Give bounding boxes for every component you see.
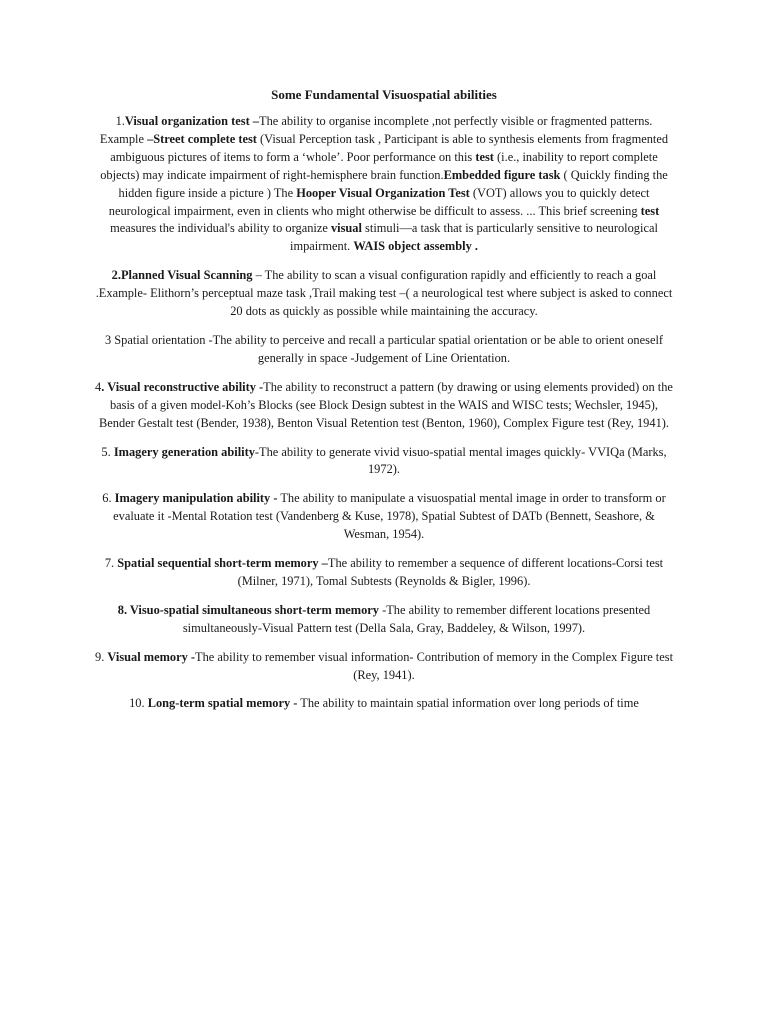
text-run: 10. [129,696,148,711]
text-run: ( Quickly finding the hidden figure inside a picture ) The [118,167,668,200]
text-run: – The ability to scan a visual configuration rapidly and efficiently to reach a goal .Example- Elithorn’s perceptual maze task ,Trail making test –( a neurological test where subject is asked to connect 20 dots as quickly as possible while maintaining the accuracy. [95,268,673,319]
paragraph-spatial-sequential-memory [95,555,673,591]
text-run: 3 Spatial orientation -The ability to perceive and recall a particular spatial orientation or be able to orient oneself generally in space -Judgement of Line Orientation. [104,332,664,365]
text-run: The ability to reconstruct a pattern (by drawing or using elements provided) on the basis of a given model-Koh’s Blocks (see Block Design subtest in the WAIS and WISC tests; Wechsler, 1945), Bender Gestalt test (Bender, 1938), Benton Visual Retention test (Benton, 1960), Complex Figure test (Rey, 1941). [98,379,673,430]
text-run: 9. [95,649,108,664]
bold-text-run: Hooper Visual Organization Test [296,185,470,200]
paragraph-long-term-spatial-memory [95,695,673,713]
paragraph-visual-organization [95,113,673,256]
paragraph-imagery-manipulation [95,490,673,544]
bold-text-run: test [640,203,660,218]
text-run: measures the individual's ability to organize [110,221,331,236]
bold-text-run: visual [330,221,362,236]
text-run: The ability to remember a sequence of different locations-Corsi test (Milner, 1971), Tomal Subtests (Reynolds & Bigler, 1996). [237,556,664,588]
text-run: stimuli—a task that is particularly sensitive to neurological impairment. [290,221,658,254]
bold-text-run: Visual memory - [107,649,196,664]
document-page [95,86,673,724]
text-run: 7. [104,556,118,571]
bold-text-run: 8. Visuo-spatial simultaneous short-term memory [117,602,379,617]
paragraph-spatial-orientation [95,332,673,368]
text-run: 6. [102,491,115,506]
text-run: 4 [95,379,102,394]
text-run: The ability to remember visual information- Contribution of memory in the Complex Figure test (Rey, 1941). [195,649,674,682]
paragraph-visual-memory [95,649,673,685]
paragraph-planned-visual-scanning [95,267,673,321]
text-run: 5. [101,444,114,459]
text-run: (VOT) allows you to quickly detect neurological impairment, even in clients who might otherwise be difficult to assess. ... This brief screening [108,185,650,218]
text-run: -The ability to remember different locations presented simultaneously-Visual Pattern test (Della Sala, Gray, Baddeley, & Wilson, 1997). [182,602,651,635]
text-run: (Visual Perception task , Participant is able to synthesis elements from fragmented ambiguous pictures of items to form a ‘whole’. Poor performance on this [110,131,669,164]
bold-text-run: Spatial sequential short-term memory – [117,556,328,571]
text-run: The ability to organise incomplete ,not perfectly visible or fragmented patterns. Example [99,114,653,146]
bold-text-run: Visual organization test – [124,114,259,128]
paragraph-visual-reconstructive [95,379,673,433]
bold-text-run: Imagery manipulation ability - [114,491,278,506]
bold-text-run: WAIS object assembly . [353,239,478,254]
document-title: Some Fundamental Visuospatial abilities [271,87,497,102]
bold-text-run: test [475,149,494,164]
bold-text-run: Long-term spatial memory - [147,696,298,711]
text-run: The ability to maintain spatial information over long periods of time [297,696,639,711]
text-run: 1. [115,114,125,128]
paragraph-simultaneous-memory [95,602,673,638]
text-run: The ability to manipulate a visuospatial mental image in order to transform or evaluate it -Mental Rotation test (Vandenberg & Kuse, 1978), Spatial Subtest of DATb (Bennett, Seashore, & Wesman, 1954). [113,491,666,542]
text-run: (i.e., inability to report complete objects) may indicate impairment of right-hemisphere brain function. [100,149,658,182]
paragraph-imagery-generation [95,444,673,480]
bold-text-run: –Street complete test [147,131,257,146]
bold-text-run: 2.Planned Visual Scanning [111,268,253,283]
bold-text-run: . Visual reconstructive ability - [101,379,264,394]
bold-text-run: Embedded figure task [443,167,561,182]
text-run: -The ability to generate vivid visuo-spatial mental images quickly- VVIQa (Marks, 1972). [254,444,667,477]
bold-text-run: Imagery generation ability [113,444,255,459]
